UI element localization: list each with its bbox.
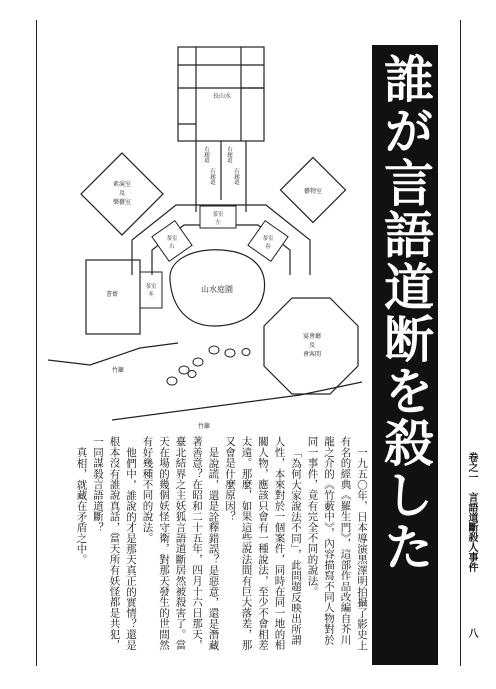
left-corridor-room-label-2: 右 xyxy=(169,244,175,250)
corridor-right-label: 右廊道 xyxy=(226,146,232,163)
small-room xyxy=(140,272,162,308)
garden-label: 山水庭園 xyxy=(201,285,233,294)
top-hall-label: 長山水 xyxy=(212,93,232,100)
stepping-stones xyxy=(167,346,250,385)
octagon-label: 宴會廳 xyxy=(302,333,322,340)
paragraph: 他們中，誰說的才是那天真正的實情？還是根本沒有誰說真話，當天所有妖怪都是共犯，一同謀殺言語道斷？ xyxy=(92,436,137,650)
octagon-label-3: 會客間 xyxy=(302,351,322,358)
left-pavilion-label: 素演室 xyxy=(112,181,132,188)
center-room-label: 茶室 xyxy=(212,212,224,218)
bamboo-fence-bottom xyxy=(112,382,362,420)
chapter-heading: 卷之一 言語道斷殺人事件 xyxy=(466,452,477,572)
right-corridor-room-label: 茶室 xyxy=(262,236,274,242)
paragraph: 一九五〇年，日本導演黑澤明拍攝了影史上有名的經典《羅生門》，這部作品改編自芥川龍之介的《竹藪中》，內容描寫不同人物對於同一事件，竟有完全不同的說法。 xyxy=(306,436,368,650)
bamboo-fence-left xyxy=(48,343,178,365)
paragraph: 真相，就藏在矛盾之中。 xyxy=(75,446,88,565)
study-label: 書齋 xyxy=(105,291,119,298)
page-title: 誰が言語道断を殺したの？ xyxy=(310,53,434,573)
page-number: 八 xyxy=(466,628,477,638)
left-corridor-room-label: 茶室 xyxy=(166,236,178,242)
bamboo-fence-left-label: 竹籬 xyxy=(112,367,125,374)
corridor-right-label-2: 石廊道 xyxy=(233,168,239,185)
small-room-label: 茶室 xyxy=(145,284,157,290)
paragraph: 是說謊，還是詮釋錯誤？是惡意，還是潛藏著善意？在昭和二十五年，四月十六日那天，臺北結界之主妖狐言語道斷居然被殺害了。當天在場的幾個妖怪守衛，對那天發生的世間然有好幾種不同的說法。 xyxy=(141,436,220,650)
left-pavilion-label-2: 及 xyxy=(118,190,126,197)
right-pavilion-label: 藝物室 xyxy=(303,188,323,195)
paragraph: 「為何大家說法不同」，此問題反映出所謂人性，本來對於一個案件，同時在同一地的相關人物，應該只會有一種說法，至少不會相差太遠。那麼，如果這些說法間有巨大落差，那又會是什麼原因？ xyxy=(224,436,302,650)
center-room-label-2: 左 xyxy=(215,220,221,226)
body-text xyxy=(52,436,370,651)
bamboo-fence-bottom-label: 竹籬 xyxy=(198,423,211,430)
right-corridor-room-label-2: 春 xyxy=(265,244,271,250)
corridor-left-label: 右廊道 xyxy=(203,146,209,163)
left-pavilion-label-3: 樂藝室 xyxy=(112,199,132,206)
octagon-label-2: 及 xyxy=(308,342,316,349)
corridor-left-label-2: 石廊道 xyxy=(209,168,215,185)
small-room-label-2: 冬 xyxy=(148,292,154,298)
